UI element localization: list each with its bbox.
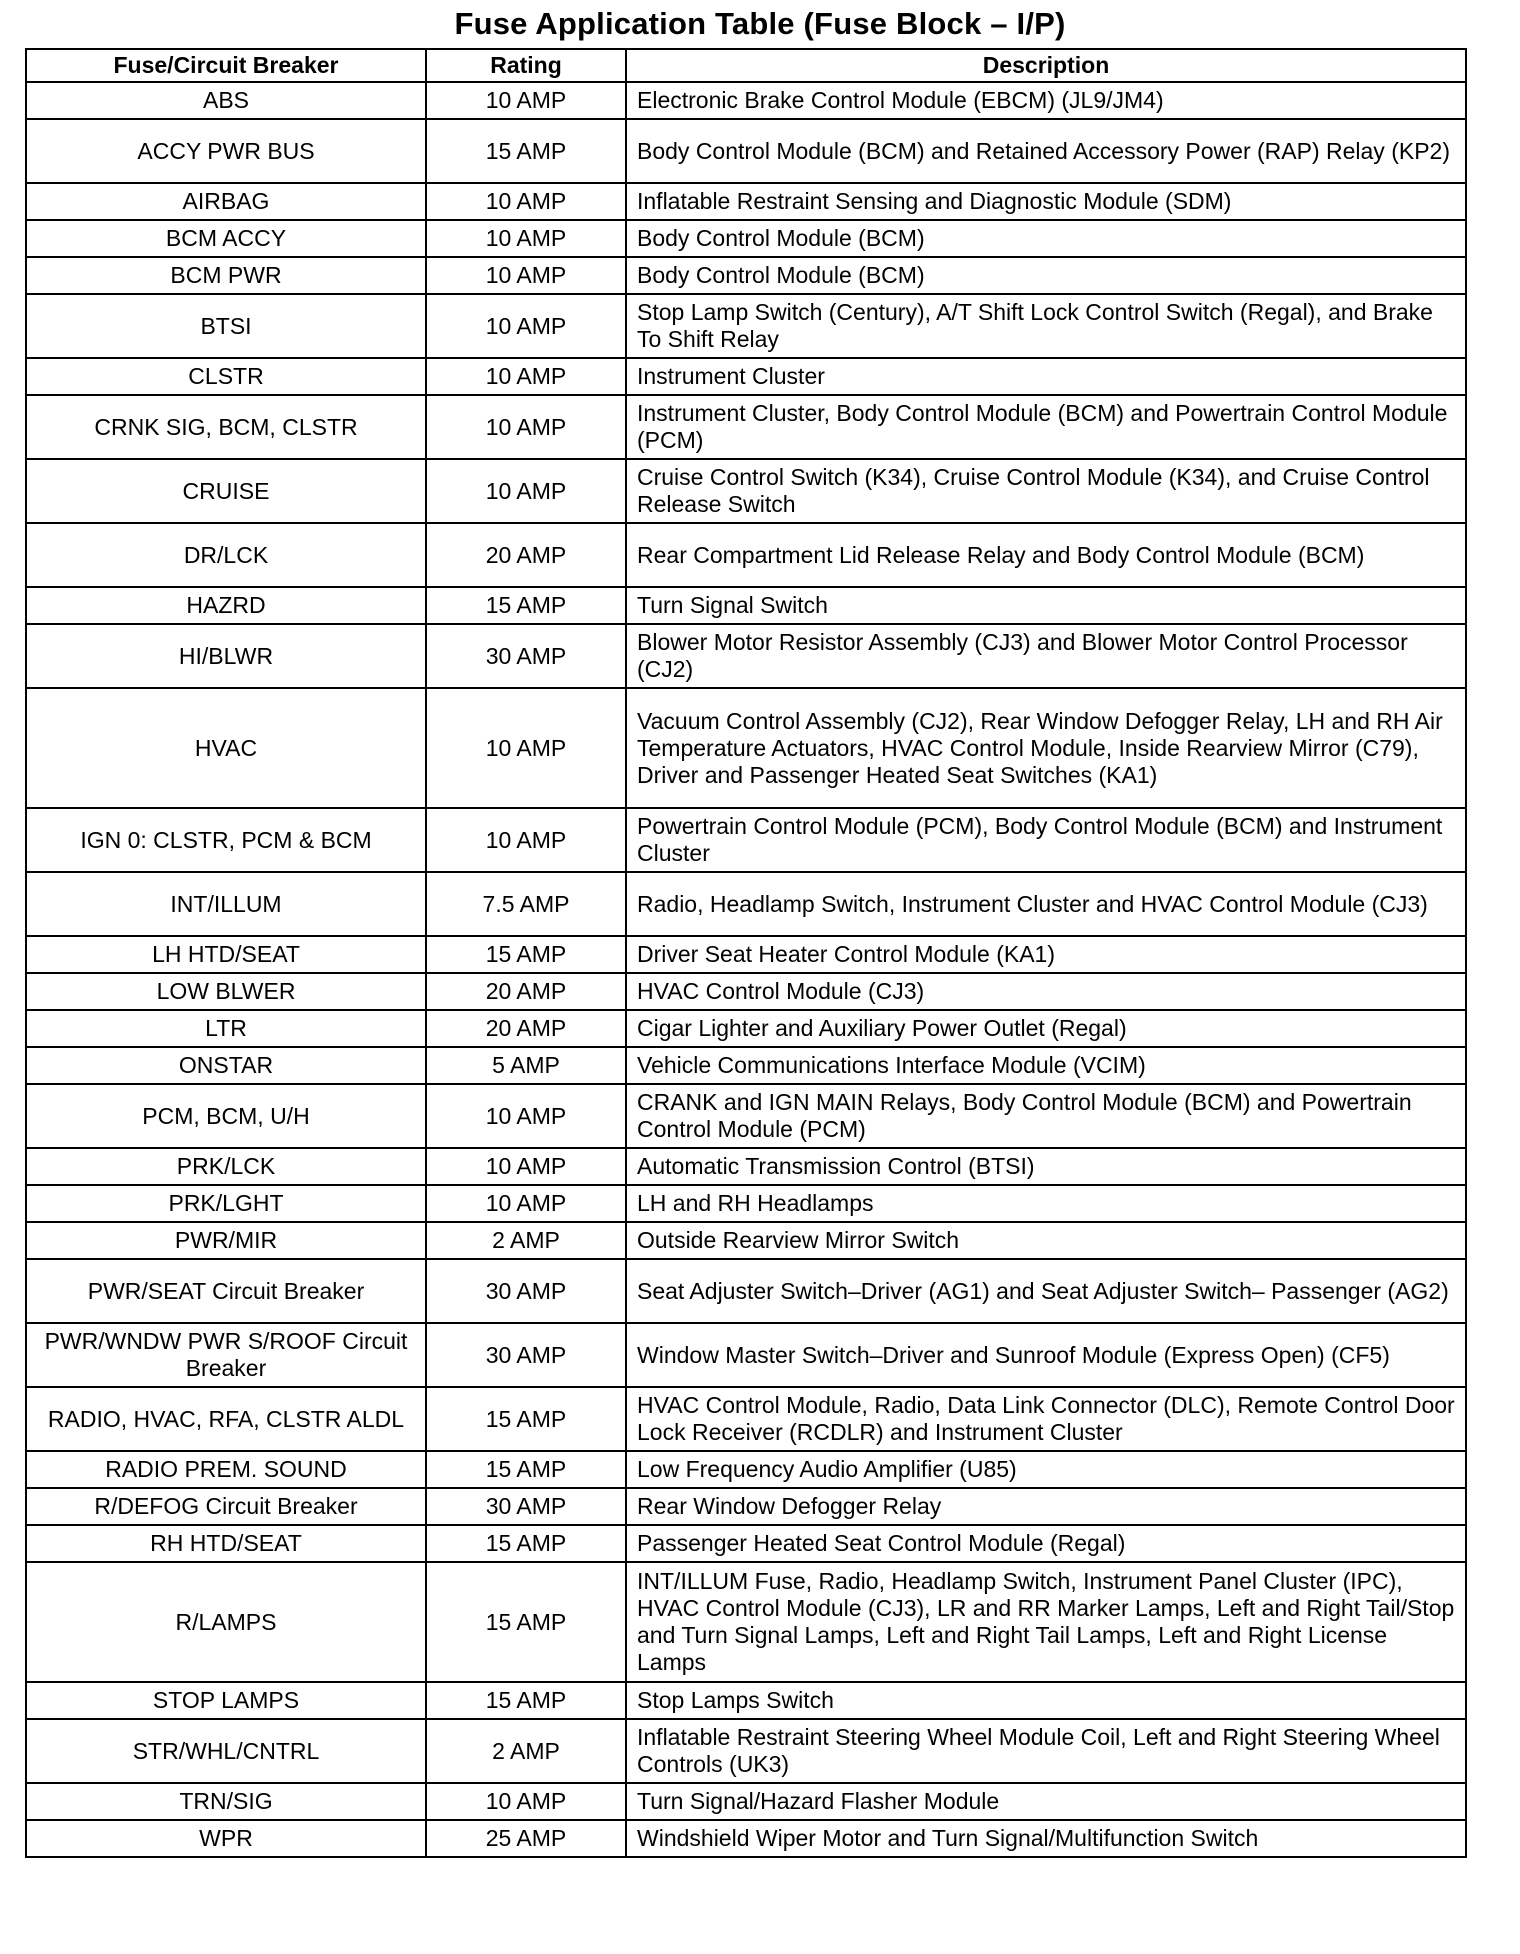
cell-fuse: PWR/WNDW PWR S/ROOF Circuit Breaker [26, 1323, 426, 1387]
table-row [26, 1451, 1466, 1488]
cell-rating: 10 AMP [426, 1783, 626, 1820]
cell-fuse: BTSI [26, 294, 426, 358]
table-row [26, 1783, 1466, 1820]
cell-description: Inflatable Restraint Sensing and Diagnostic Module (SDM) [626, 183, 1466, 220]
table-row [26, 688, 1466, 808]
table-row [26, 1222, 1466, 1259]
cell-fuse: PRK/LCK [26, 1148, 426, 1185]
table-row [26, 220, 1466, 257]
cell-rating: 15 AMP [426, 1387, 626, 1451]
table-row [26, 459, 1466, 523]
cell-description: Windshield Wiper Motor and Turn Signal/Multifunction Switch [626, 1820, 1466, 1857]
cell-rating: 30 AMP [426, 1488, 626, 1525]
table-row [26, 1562, 1466, 1682]
cell-fuse: CRUISE [26, 459, 426, 523]
cell-rating: 2 AMP [426, 1719, 626, 1783]
cell-rating: 20 AMP [426, 1010, 626, 1047]
cell-fuse: AIRBAG [26, 183, 426, 220]
cell-fuse: CLSTR [26, 358, 426, 395]
cell-fuse: BCM PWR [26, 257, 426, 294]
cell-description: HVAC Control Module (CJ3) [626, 973, 1466, 1010]
cell-description: Radio, Headlamp Switch, Instrument Cluster and HVAC Control Module (CJ3) [626, 872, 1466, 936]
cell-fuse: TRN/SIG [26, 1783, 426, 1820]
cell-rating: 10 AMP [426, 808, 626, 872]
cell-description: CRANK and IGN MAIN Relays, Body Control Module (BCM) and Powertrain Control Module (PCM) [626, 1084, 1466, 1148]
cell-fuse: LH HTD/SEAT [26, 936, 426, 973]
cell-rating: 2 AMP [426, 1222, 626, 1259]
cell-fuse: HVAC [26, 688, 426, 808]
table-row [26, 973, 1466, 1010]
cell-description: Driver Seat Heater Control Module (KA1) [626, 936, 1466, 973]
cell-description: Instrument Cluster [626, 358, 1466, 395]
table-row [26, 1820, 1466, 1857]
cell-description: Body Control Module (BCM) and Retained Accessory Power (RAP) Relay (KP2) [626, 119, 1466, 183]
cell-fuse: LOW BLWER [26, 973, 426, 1010]
cell-rating: 15 AMP [426, 1562, 626, 1682]
table-row [26, 523, 1466, 587]
table-row [26, 1185, 1466, 1222]
cell-fuse: ABS [26, 82, 426, 119]
cell-fuse: PRK/LGHT [26, 1185, 426, 1222]
cell-fuse: RADIO PREM. SOUND [26, 1451, 426, 1488]
header-fuse: Fuse/Circuit Breaker [26, 49, 426, 82]
cell-rating: 30 AMP [426, 1323, 626, 1387]
table-row [26, 1525, 1466, 1562]
cell-description: HVAC Control Module, Radio, Data Link Connector (DLC), Remote Control Door Lock Receiver (RCDLR) and Instrument Cluster [626, 1387, 1466, 1451]
cell-fuse: HAZRD [26, 587, 426, 624]
cell-description: Low Frequency Audio Amplifier (U85) [626, 1451, 1466, 1488]
cell-fuse: CRNK SIG, BCM, CLSTR [26, 395, 426, 459]
table-row [26, 1719, 1466, 1783]
cell-description: Powertrain Control Module (PCM), Body Control Module (BCM) and Instrument Cluster [626, 808, 1466, 872]
table-row [26, 1010, 1466, 1047]
cell-rating: 15 AMP [426, 936, 626, 973]
cell-rating: 10 AMP [426, 183, 626, 220]
cell-fuse: INT/ILLUM [26, 872, 426, 936]
cell-description: Vacuum Control Assembly (CJ2), Rear Window Defogger Relay, LH and RH Air Temperature Actuators, HVAC Control Module, Inside Rearview Mirror (C79), Driver and Passenger Heated Seat Switches (KA1) [626, 688, 1466, 808]
table-row [26, 936, 1466, 973]
header-rating: Rating [426, 49, 626, 82]
cell-rating: 20 AMP [426, 973, 626, 1010]
cell-rating: 10 AMP [426, 459, 626, 523]
cell-fuse: R/DEFOG Circuit Breaker [26, 1488, 426, 1525]
cell-description: Body Control Module (BCM) [626, 220, 1466, 257]
cell-fuse: STR/WHL/CNTRL [26, 1719, 426, 1783]
cell-fuse: DR/LCK [26, 523, 426, 587]
cell-rating: 30 AMP [426, 624, 626, 688]
table-row [26, 82, 1466, 119]
cell-rating: 10 AMP [426, 82, 626, 119]
table-row [26, 1323, 1466, 1387]
cell-rating: 10 AMP [426, 1084, 626, 1148]
cell-rating: 10 AMP [426, 1185, 626, 1222]
table-header-row [26, 49, 1466, 82]
cell-description: Instrument Cluster, Body Control Module (BCM) and Powertrain Control Module (PCM) [626, 395, 1466, 459]
cell-description: Cruise Control Switch (K34), Cruise Control Module (K34), and Cruise Control Release Switch [626, 459, 1466, 523]
cell-description: Inflatable Restraint Steering Wheel Module Coil, Left and Right Steering Wheel Controls (UK3) [626, 1719, 1466, 1783]
cell-description: Window Master Switch–Driver and Sunroof Module (Express Open) (CF5) [626, 1323, 1466, 1387]
page-title: Fuse Application Table (Fuse Block – I/P) [454, 6, 1066, 41]
cell-description: Outside Rearview Mirror Switch [626, 1222, 1466, 1259]
cell-description: Blower Motor Resistor Assembly (CJ3) and Blower Motor Control Processor (CJ2) [626, 624, 1466, 688]
cell-rating: 15 AMP [426, 1451, 626, 1488]
cell-rating: 7.5 AMP [426, 872, 626, 936]
table-row [26, 808, 1466, 872]
cell-description: LH and RH Headlamps [626, 1185, 1466, 1222]
table-body [26, 82, 1466, 1857]
cell-fuse: IGN 0: CLSTR, PCM & BCM [26, 808, 426, 872]
cell-rating: 15 AMP [426, 1682, 626, 1719]
cell-description: Cigar Lighter and Auxiliary Power Outlet (Regal) [626, 1010, 1466, 1047]
cell-fuse: LTR [26, 1010, 426, 1047]
cell-rating: 10 AMP [426, 257, 626, 294]
cell-description: Turn Signal Switch [626, 587, 1466, 624]
cell-fuse: BCM ACCY [26, 220, 426, 257]
table-row [26, 358, 1466, 395]
table-row [26, 257, 1466, 294]
cell-description: Passenger Heated Seat Control Module (Regal) [626, 1525, 1466, 1562]
cell-rating: 10 AMP [426, 395, 626, 459]
cell-rating: 5 AMP [426, 1047, 626, 1084]
cell-rating: 10 AMP [426, 1148, 626, 1185]
table-row [26, 1084, 1466, 1148]
table-row [26, 1259, 1466, 1323]
cell-fuse: ONSTAR [26, 1047, 426, 1084]
table-row [26, 395, 1466, 459]
cell-fuse: STOP LAMPS [26, 1682, 426, 1719]
cell-description: Turn Signal/Hazard Flasher Module [626, 1783, 1466, 1820]
cell-description: INT/ILLUM Fuse, Radio, Headlamp Switch, Instrument Panel Cluster (IPC), HVAC Control Module (CJ3), LR and RR Marker Lamps, Left and Right Tail/Stop and Turn Signal Lamps, Left and Right Tail Lamps, Left and Right License Lamps [626, 1562, 1466, 1682]
cell-rating: 10 AMP [426, 688, 626, 808]
cell-description: Stop Lamp Switch (Century), A/T Shift Lock Control Switch (Regal), and Brake To Shift Relay [626, 294, 1466, 358]
header-description: Description [626, 49, 1466, 82]
table-row [26, 872, 1466, 936]
fuse-application-table [25, 48, 1467, 1858]
cell-description: Electronic Brake Control Module (EBCM) (JL9/JM4) [626, 82, 1466, 119]
cell-rating: 10 AMP [426, 294, 626, 358]
cell-rating: 15 AMP [426, 119, 626, 183]
cell-fuse: HI/BLWR [26, 624, 426, 688]
table-row [26, 587, 1466, 624]
table-row [26, 1047, 1466, 1084]
cell-description: Body Control Module (BCM) [626, 257, 1466, 294]
cell-description: Automatic Transmission Control (BTSI) [626, 1148, 1466, 1185]
table-row [26, 624, 1466, 688]
cell-fuse: PWR/MIR [26, 1222, 426, 1259]
cell-rating: 15 AMP [426, 1525, 626, 1562]
cell-description: Rear Compartment Lid Release Relay and Body Control Module (BCM) [626, 523, 1466, 587]
table-row [26, 1488, 1466, 1525]
table-row [26, 183, 1466, 220]
cell-description: Rear Window Defogger Relay [626, 1488, 1466, 1525]
cell-rating: 15 AMP [426, 587, 626, 624]
cell-fuse: WPR [26, 1820, 426, 1857]
cell-description: Seat Adjuster Switch–Driver (AG1) and Seat Adjuster Switch– Passenger (AG2) [626, 1259, 1466, 1323]
cell-description: Stop Lamps Switch [626, 1682, 1466, 1719]
cell-fuse: PCM, BCM, U/H [26, 1084, 426, 1148]
cell-rating: 20 AMP [426, 523, 626, 587]
cell-fuse: R/LAMPS [26, 1562, 426, 1682]
table-row [26, 1387, 1466, 1451]
cell-rating: 30 AMP [426, 1259, 626, 1323]
cell-rating: 10 AMP [426, 358, 626, 395]
table-row [26, 1148, 1466, 1185]
cell-fuse: RH HTD/SEAT [26, 1525, 426, 1562]
table-row [26, 294, 1466, 358]
cell-description: Vehicle Communications Interface Module (VCIM) [626, 1047, 1466, 1084]
table-row [26, 119, 1466, 183]
cell-fuse: PWR/SEAT Circuit Breaker [26, 1259, 426, 1323]
cell-rating: 25 AMP [426, 1820, 626, 1857]
table-row [26, 1682, 1466, 1719]
cell-rating: 10 AMP [426, 220, 626, 257]
cell-fuse: RADIO, HVAC, RFA, CLSTR ALDL [26, 1387, 426, 1451]
cell-fuse: ACCY PWR BUS [26, 119, 426, 183]
